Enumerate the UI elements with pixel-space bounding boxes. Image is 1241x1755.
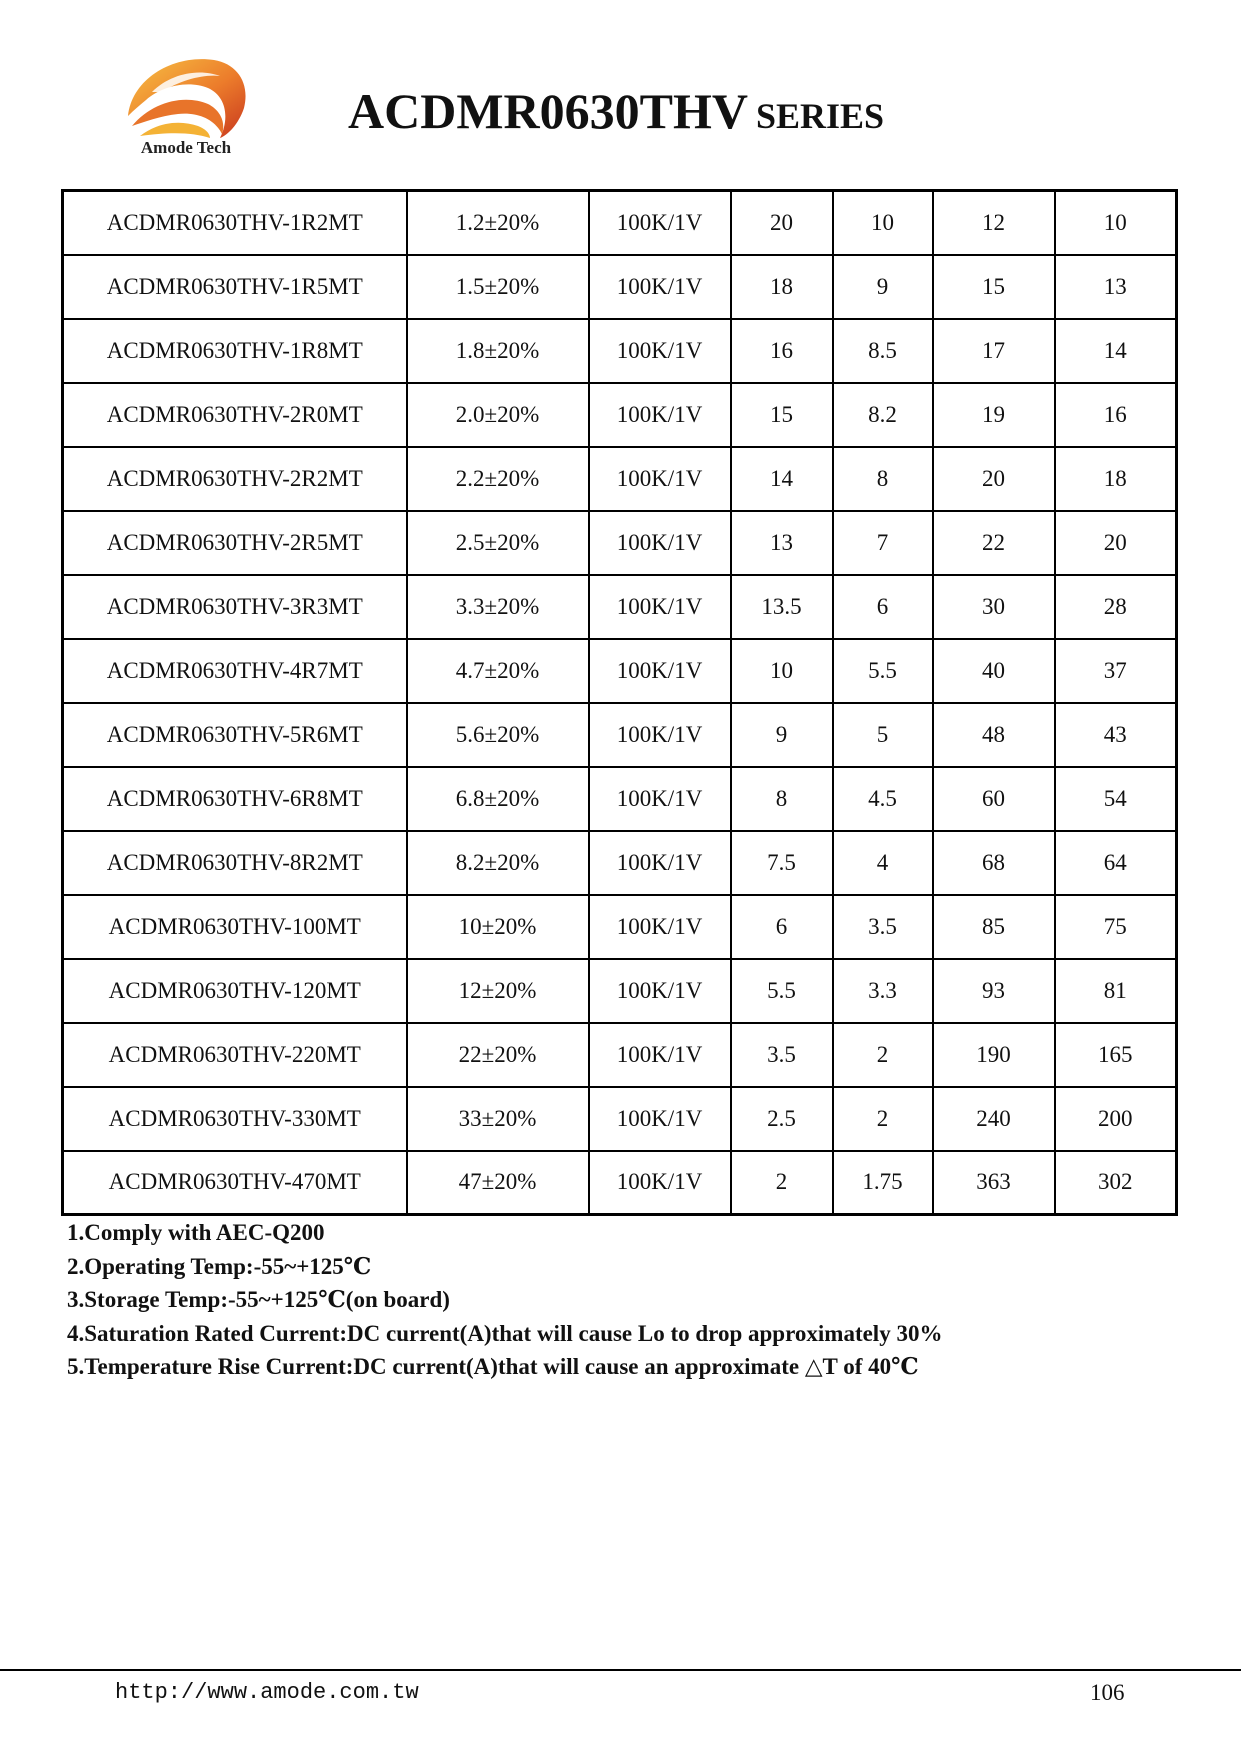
cell-saturation-current: 85 — [933, 895, 1055, 959]
cell-part-number: ACDMR0630THV-3R3MT — [63, 575, 407, 639]
cell-dcr: 5.5 — [731, 959, 833, 1023]
table-row — [63, 383, 1177, 447]
cell-temp-rise-current: 165 — [1055, 1023, 1177, 1087]
page-number: 106 — [1090, 1680, 1125, 1705]
series-model: ACDMR0630THV — [348, 83, 748, 139]
cell-saturation-current: 68 — [933, 831, 1055, 895]
cell-dcr-max: 10 — [833, 191, 933, 255]
cell-temp-rise-current: 14 — [1055, 319, 1177, 383]
logo-text: Amode Tech — [140, 138, 232, 157]
note-item: 1.Comply with AEC-Q200 — [67, 1220, 325, 1245]
cell-temp-rise-current: 81 — [1055, 959, 1177, 1023]
cell-temp-rise-current: 20 — [1055, 511, 1177, 575]
cell-part-number: ACDMR0630THV-100MT — [63, 895, 407, 959]
cell-inductance: 22±20% — [407, 1023, 589, 1087]
table-row — [63, 959, 1177, 1023]
cell-test-frequency: 100K/1V — [589, 383, 731, 447]
cell-test-frequency: 100K/1V — [589, 1023, 731, 1087]
cell-inductance: 12±20% — [407, 959, 589, 1023]
cell-part-number: ACDMR0630THV-220MT — [63, 1023, 407, 1087]
cell-test-frequency: 100K/1V — [589, 703, 731, 767]
cell-inductance: 2.5±20% — [407, 511, 589, 575]
cell-test-frequency: 100K/1V — [589, 959, 731, 1023]
cell-inductance: 3.3±20% — [407, 575, 589, 639]
cell-dcr-max: 2 — [833, 1023, 933, 1087]
cell-saturation-current: 60 — [933, 767, 1055, 831]
note-item: 3.Storage Temp:-55~+125℃(on board) — [67, 1287, 450, 1312]
cell-dcr-max: 5 — [833, 703, 933, 767]
cell-dcr: 18 — [731, 255, 833, 319]
cell-part-number: ACDMR0630THV-6R8MT — [63, 767, 407, 831]
cell-dcr-max: 8.5 — [833, 319, 933, 383]
cell-inductance: 8.2±20% — [407, 831, 589, 895]
cell-saturation-current: 240 — [933, 1087, 1055, 1151]
cell-dcr-max: 5.5 — [833, 639, 933, 703]
cell-temp-rise-current: 13 — [1055, 255, 1177, 319]
note-item: 4.Saturation Rated Current:DC current(A)that will cause Lo to drop approximately 30% — [67, 1320, 943, 1346]
note-item: 2.Operating Temp:-55~+125℃ — [67, 1253, 372, 1279]
cell-test-frequency: 100K/1V — [589, 1087, 731, 1151]
cell-dcr-max: 4 — [833, 831, 933, 895]
cell-dcr-max: 6 — [833, 575, 933, 639]
cell-dcr-max: 2 — [833, 1087, 933, 1151]
table-row — [63, 1023, 1177, 1087]
cell-dcr: 15 — [731, 383, 833, 447]
table-row — [63, 511, 1177, 575]
cell-test-frequency: 100K/1V — [589, 575, 731, 639]
table-row — [63, 575, 1177, 639]
table-row — [63, 767, 1177, 831]
table-row — [63, 447, 1177, 511]
footer-divider — [0, 1669, 1241, 1671]
note-item: 5.Temperature Rise Current:DC current(A)that will cause an approximate △T of 40℃ — [67, 1354, 919, 1379]
cell-part-number: ACDMR0630THV-4R7MT — [63, 639, 407, 703]
company-logo — [118, 52, 254, 164]
cell-temp-rise-current: 54 — [1055, 767, 1177, 831]
cell-part-number: ACDMR0630THV-5R6MT — [63, 703, 407, 767]
cell-saturation-current: 30 — [933, 575, 1055, 639]
cell-temp-rise-current: 16 — [1055, 383, 1177, 447]
cell-saturation-current: 20 — [933, 447, 1055, 511]
cell-saturation-current: 22 — [933, 511, 1055, 575]
specification-table — [61, 189, 1178, 1216]
table-row — [63, 255, 1177, 319]
table-row — [63, 319, 1177, 383]
cell-inductance: 1.2±20% — [407, 191, 589, 255]
cell-inductance: 1.5±20% — [407, 255, 589, 319]
cell-dcr-max: 3.3 — [833, 959, 933, 1023]
cell-saturation-current: 363 — [933, 1151, 1055, 1215]
table-row — [63, 1087, 1177, 1151]
table-row — [63, 831, 1177, 895]
cell-dcr: 7.5 — [731, 831, 833, 895]
cell-temp-rise-current: 64 — [1055, 831, 1177, 895]
table-row — [63, 1151, 1177, 1215]
cell-dcr: 3.5 — [731, 1023, 833, 1087]
cell-inductance: 2.2±20% — [407, 447, 589, 511]
cell-dcr-max: 9 — [833, 255, 933, 319]
cell-saturation-current: 17 — [933, 319, 1055, 383]
cell-part-number: ACDMR0630THV-2R2MT — [63, 447, 407, 511]
cell-part-number: ACDMR0630THV-330MT — [63, 1087, 407, 1151]
notes-list — [67, 1216, 942, 1384]
cell-dcr: 13 — [731, 511, 833, 575]
cell-inductance: 4.7±20% — [407, 639, 589, 703]
cell-dcr: 13.5 — [731, 575, 833, 639]
cell-part-number: ACDMR0630THV-2R5MT — [63, 511, 407, 575]
cell-dcr-max: 1.75 — [833, 1151, 933, 1215]
cell-temp-rise-current: 43 — [1055, 703, 1177, 767]
cell-dcr: 9 — [731, 703, 833, 767]
table-row — [63, 703, 1177, 767]
cell-saturation-current: 48 — [933, 703, 1055, 767]
cell-inductance: 2.0±20% — [407, 383, 589, 447]
cell-saturation-current: 19 — [933, 383, 1055, 447]
cell-test-frequency: 100K/1V — [589, 191, 731, 255]
amode-sun-logo-icon — [122, 52, 250, 140]
cell-dcr: 6 — [731, 895, 833, 959]
table-row — [63, 895, 1177, 959]
cell-temp-rise-current: 10 — [1055, 191, 1177, 255]
cell-test-frequency: 100K/1V — [589, 831, 731, 895]
cell-test-frequency: 100K/1V — [589, 447, 731, 511]
cell-dcr: 2.5 — [731, 1087, 833, 1151]
cell-inductance: 47±20% — [407, 1151, 589, 1215]
cell-dcr: 2 — [731, 1151, 833, 1215]
cell-saturation-current: 40 — [933, 639, 1055, 703]
cell-inductance: 5.6±20% — [407, 703, 589, 767]
cell-part-number: ACDMR0630THV-470MT — [63, 1151, 407, 1215]
cell-temp-rise-current: 302 — [1055, 1151, 1177, 1215]
series-label: SERIES — [755, 96, 885, 136]
cell-part-number: ACDMR0630THV-8R2MT — [63, 831, 407, 895]
cell-dcr: 10 — [731, 639, 833, 703]
cell-temp-rise-current: 75 — [1055, 895, 1177, 959]
cell-temp-rise-current: 200 — [1055, 1087, 1177, 1151]
cell-dcr: 14 — [731, 447, 833, 511]
cell-part-number: ACDMR0630THV-1R2MT — [63, 191, 407, 255]
cell-temp-rise-current: 37 — [1055, 639, 1177, 703]
cell-saturation-current: 93 — [933, 959, 1055, 1023]
cell-saturation-current: 190 — [933, 1023, 1055, 1087]
cell-part-number: ACDMR0630THV-1R5MT — [63, 255, 407, 319]
cell-test-frequency: 100K/1V — [589, 639, 731, 703]
cell-test-frequency: 100K/1V — [589, 319, 731, 383]
cell-dcr-max: 7 — [833, 511, 933, 575]
cell-test-frequency: 100K/1V — [589, 255, 731, 319]
cell-inductance: 1.8±20% — [407, 319, 589, 383]
cell-temp-rise-current: 28 — [1055, 575, 1177, 639]
cell-dcr-max: 8.2 — [833, 383, 933, 447]
table-row — [63, 639, 1177, 703]
cell-dcr-max: 3.5 — [833, 895, 933, 959]
cell-part-number: ACDMR0630THV-120MT — [63, 959, 407, 1023]
cell-saturation-current: 15 — [933, 255, 1055, 319]
cell-dcr: 8 — [731, 767, 833, 831]
cell-part-number: ACDMR0630THV-2R0MT — [63, 383, 407, 447]
cell-part-number: ACDMR0630THV-1R8MT — [63, 319, 407, 383]
cell-test-frequency: 100K/1V — [589, 767, 731, 831]
cell-inductance: 33±20% — [407, 1087, 589, 1151]
cell-dcr-max: 4.5 — [833, 767, 933, 831]
cell-inductance: 6.8±20% — [407, 767, 589, 831]
cell-dcr-max: 8 — [833, 447, 933, 511]
cell-test-frequency: 100K/1V — [589, 511, 731, 575]
cell-test-frequency: 100K/1V — [589, 895, 731, 959]
cell-saturation-current: 12 — [933, 191, 1055, 255]
cell-inductance: 10±20% — [407, 895, 589, 959]
footer-url[interactable]: http://www.amode.com.tw — [115, 1680, 419, 1705]
cell-test-frequency: 100K/1V — [589, 1151, 731, 1215]
table-row — [63, 191, 1177, 255]
cell-dcr: 20 — [731, 191, 833, 255]
page-title — [348, 82, 884, 140]
cell-dcr: 16 — [731, 319, 833, 383]
cell-temp-rise-current: 18 — [1055, 447, 1177, 511]
